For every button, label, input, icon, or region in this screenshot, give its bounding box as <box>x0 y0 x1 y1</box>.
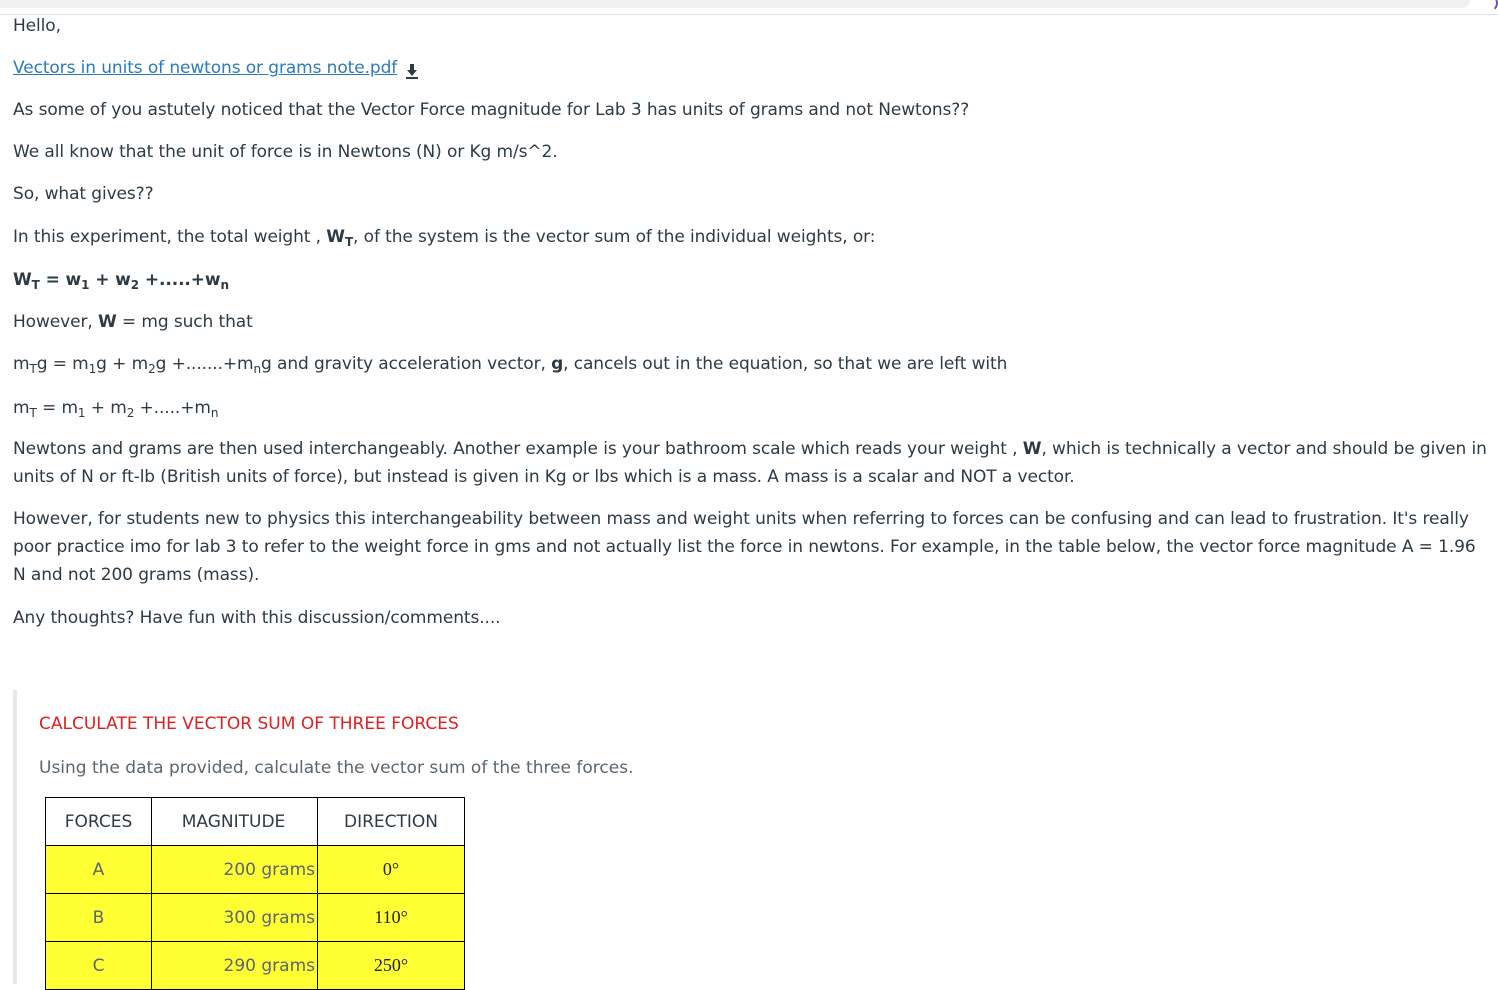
force-direction: 0° <box>318 846 465 894</box>
calc-description: Using the data provided, calculate the vector sum of the three forces. <box>39 758 634 778</box>
paragraph-4: In this experiment, the total weight , $W_T$, of the system is the vector sum of the individual weights, or: <box>13 227 876 249</box>
paragraph-7: However, for students new to physics this interchangeability between mass and weight units when referring to forces can be confusing and can lead to frustration. It's really poor practice imo for lab 3 to refer to the weight force in gms and not actually list the force in newtons. For example, in the table below, the vector force magnitude A = 1.96 N and not 200 grams (mass). <box>13 509 1476 585</box>
header-magnitude: MAGNITUDE <box>152 798 318 846</box>
scroll-indicator <box>1480 0 1498 12</box>
divider <box>0 14 1498 15</box>
table-row <box>46 894 465 942</box>
calc-title: CALCULATE THE VECTOR SUM OF THREE FORCES <box>39 714 459 734</box>
paragraph-1: As some of you astutely noticed that the Vector Force magnitude for Lab 3 has units of grams and not Newtons?? <box>13 100 970 120</box>
table-row <box>46 846 465 894</box>
greeting: Hello, <box>13 16 61 36</box>
forces-table <box>45 797 465 990</box>
table-header-row <box>46 798 465 846</box>
paragraph-6: Newtons and grams are then used interchangeably. Another example is your bathroom scale which reads your weight , W, which is technically a vector and should be given in units of N or ft-lb (British units of force), but instead is given in Kg or lbs which is a mass. A mass is a scalar and NOT a vector. <box>13 439 1487 487</box>
header-forces: FORCES <box>46 798 152 846</box>
force-label: A <box>46 846 152 894</box>
force-direction: 250° <box>318 942 465 990</box>
equation-weight-sum: $W_T = w_1 + w_2 +.....+w_n$ <box>13 270 229 292</box>
equation-mass-gravity: $m_Tg = m_1g + m_2g +.......+m_ng$ and gravity acceleration vector, g, cancels out in the equation, so that we are left with <box>13 354 1008 376</box>
force-magnitude: 300 grams <box>152 894 318 942</box>
force-label: C <box>46 942 152 990</box>
force-direction: 110° <box>318 894 465 942</box>
force-label: B <box>46 894 152 942</box>
table-row <box>46 942 465 990</box>
force-magnitude: 200 grams <box>152 846 318 894</box>
paragraph-3: So, what gives?? <box>13 184 154 204</box>
equation-mass-sum: $m_T = m_1 + m_2 +.....+m_n$ <box>13 398 219 420</box>
top-toolbar-strip <box>0 0 1470 8</box>
header-direction: DIRECTION <box>318 798 465 846</box>
paragraph-2: We all know that the unit of force is in Newtons (N) or Kg m/s^2. <box>13 142 558 162</box>
blockquote-bar <box>13 690 17 984</box>
attachment-link[interactable]: Vectors in units of newtons or grams note.pdf <box>13 58 398 78</box>
force-magnitude: 290 grams <box>152 942 318 990</box>
paragraph-8: Any thoughts? Have fun with this discussion/comments.... <box>13 608 501 628</box>
download-icon[interactable] <box>405 60 419 76</box>
attachment-row <box>13 54 419 82</box>
paragraph-5: However, W = mg such that <box>13 312 253 332</box>
